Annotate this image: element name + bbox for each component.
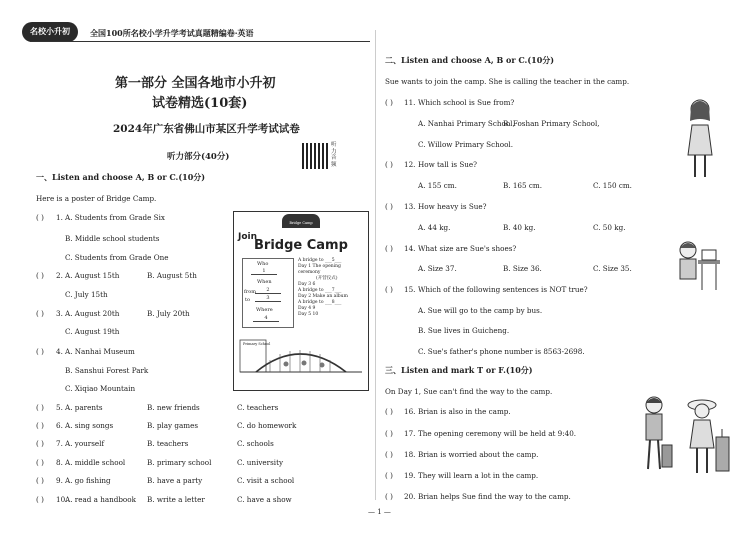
- section-2-heading: 二、Listen and choose A, B or C.(10分): [385, 55, 555, 65]
- question-number: 7.: [56, 439, 63, 448]
- question-number: 17.: [404, 429, 416, 438]
- option-a: A. go fishing: [65, 476, 111, 485]
- answer-blank[interactable]: ( ): [385, 160, 393, 169]
- series-logo: 名校小升初: [22, 22, 78, 42]
- option-c: C. Xiqiao Mountain: [65, 384, 136, 393]
- answer-blank[interactable]: ( ): [385, 202, 393, 211]
- poster-schedule: A bridge to ___5___ Day 1 The opening ceremony (开营仪式) Day 3 6 A bridge to ___7___ Day 2 Make an album A bridge to ___8___ Day 4 9 Day 5 10: [298, 258, 348, 317]
- answer-blank[interactable]: ( ): [36, 271, 44, 280]
- option-b: B. 165 cm.: [503, 181, 542, 190]
- option-b: B. new friends: [147, 403, 200, 412]
- option-c: C. Students from Grade One: [65, 253, 169, 262]
- answer-blank[interactable]: ( ): [36, 458, 44, 467]
- option-a: A. August 20th: [65, 309, 120, 318]
- question-number: 8.: [56, 458, 63, 467]
- option-a: A. Nanhai Museum: [65, 347, 135, 356]
- answer-blank[interactable]: ( ): [385, 407, 393, 416]
- part-subtitle: 试卷精选(10套): [152, 96, 248, 111]
- poster-info-box: Who 1 When from 2 to 3 Where 4: [242, 258, 294, 328]
- section-1-intro: Here is a poster of Bridge Camp.: [36, 194, 157, 203]
- section-3-intro: On Day 1, Sue can't find the way to the camp.: [385, 387, 553, 396]
- question-text: Which school is Sue from?: [418, 98, 515, 107]
- answer-blank[interactable]: ( ): [36, 495, 44, 504]
- option-a: A. parents: [65, 403, 103, 412]
- listening-label: 听力部分(40分): [167, 152, 230, 162]
- qr-note: 听力音频: [331, 142, 337, 168]
- option-a: A. August 15th: [65, 271, 120, 280]
- question-number: 15.: [404, 285, 416, 294]
- question-number: 3.: [56, 309, 63, 318]
- question-number: 4.: [56, 347, 63, 356]
- bridge-illustration: [236, 330, 364, 386]
- answer-blank[interactable]: ( ): [36, 213, 44, 222]
- section-2-intro: Sue wants to join the camp. She is calling the teacher in the camp.: [385, 77, 630, 86]
- option-a: A. 44 kg.: [418, 223, 451, 232]
- option-c: C. Sue's father's phone number is 8563-2698.: [418, 347, 585, 356]
- question-number: 11.: [404, 98, 416, 107]
- question-number: 5.: [56, 403, 63, 412]
- column-divider: [375, 30, 376, 500]
- statement-text: They will learn a lot in the camp.: [418, 471, 539, 480]
- option-c: C. Willow Primary School.: [418, 140, 514, 149]
- answer-blank[interactable]: ( ): [36, 403, 44, 412]
- option-c: C. visit a school: [237, 476, 295, 485]
- book-title: 全国100所名校小学升学考试真题精编卷·英语: [90, 28, 254, 38]
- option-a: A. middle school: [65, 458, 126, 467]
- answer-blank[interactable]: ( ): [36, 347, 44, 356]
- question-number: 9.: [56, 476, 63, 485]
- poster-banner: Bridge Camp: [282, 214, 320, 228]
- answer-blank[interactable]: ( ): [36, 439, 44, 448]
- question-number: 16.: [404, 407, 416, 416]
- statement-text: Brian is worried about the camp.: [418, 450, 539, 459]
- statement-text: Brian helps Sue find the way to the camp.: [418, 492, 571, 501]
- bridge-camp-poster: [233, 211, 369, 391]
- option-a: A. yourself: [65, 439, 105, 448]
- question-number: 12.: [404, 160, 416, 169]
- header-bar: [30, 25, 370, 42]
- option-b: B. July 20th: [147, 309, 190, 318]
- option-c: C. Size 35.: [593, 264, 632, 273]
- option-b: B. Sanshui Forest Park: [65, 366, 149, 375]
- question-number: 13.: [404, 202, 416, 211]
- question-text: Which of the following sentences is NOT true?: [418, 285, 588, 294]
- option-b: B. primary school: [147, 458, 212, 467]
- section-3-heading: 三、Listen and mark T or F.(10分): [385, 365, 533, 375]
- girl-illustration: [680, 95, 720, 185]
- answer-blank[interactable]: ( ): [385, 492, 393, 501]
- poster-title: Bridge Camp: [254, 238, 348, 253]
- answer-blank[interactable]: ( ): [385, 471, 393, 480]
- option-c: C. university: [237, 458, 284, 467]
- option-b: B. play games: [147, 421, 199, 430]
- option-a: A. Size 37.: [418, 264, 457, 273]
- answer-blank[interactable]: ( ): [36, 421, 44, 430]
- option-c: C. do homework: [237, 421, 297, 430]
- option-a: A. Sue will go to the camp by bus.: [418, 306, 543, 315]
- statement-text: Brian is also in the camp.: [418, 407, 511, 416]
- student-at-desk-illustration: [670, 238, 725, 298]
- exam-title: 2024年广东省佛山市某区升学考试试卷: [113, 123, 300, 135]
- page-number: — 1 —: [368, 508, 391, 516]
- option-b: B. August 5th: [147, 271, 197, 280]
- section-1-heading: 一、Listen and choose A, B or C.(10分): [36, 172, 206, 182]
- option-b: B. write a letter: [147, 495, 205, 504]
- qr-code[interactable]: [302, 143, 328, 169]
- question-number: 19.: [404, 471, 416, 480]
- option-c: C. 50 kg.: [593, 223, 626, 232]
- option-b: B. Sue lives in Guicheng.: [418, 326, 510, 335]
- option-c: C. August 19th: [65, 327, 120, 336]
- option-c: C. have a show: [237, 495, 292, 504]
- option-c: C. July 15th: [65, 290, 108, 299]
- question-number: 6.: [56, 421, 63, 430]
- option-b: B. Foshan Primary School,: [503, 119, 600, 128]
- answer-blank[interactable]: ( ): [36, 309, 44, 318]
- option-b: B. have a party: [147, 476, 203, 485]
- answer-blank[interactable]: ( ): [385, 285, 393, 294]
- option-a: A. read a handbook: [65, 495, 136, 504]
- option-a: A. sing songs: [65, 421, 114, 430]
- option-b: B. 40 kg.: [503, 223, 536, 232]
- option-c: C. schools: [237, 439, 274, 448]
- question-number: 20.: [404, 492, 416, 501]
- poster-join: Join: [238, 232, 258, 242]
- travelers-illustration: [632, 393, 732, 481]
- option-b: B. teachers: [147, 439, 189, 448]
- statement-text: The opening ceremony will be held at 9:40.: [418, 429, 577, 438]
- question-text: How tall is Sue?: [418, 160, 478, 169]
- question-number: 10.: [56, 495, 68, 504]
- question-number: 14.: [404, 244, 416, 253]
- option-b: B. Middle school students: [65, 234, 160, 243]
- part-title: 第一部分 全国各地市小升初: [115, 76, 276, 91]
- question-number: 18.: [404, 450, 416, 459]
- answer-blank[interactable]: ( ): [385, 429, 393, 438]
- option-a: A. Nanhai Primary School,: [418, 119, 515, 128]
- answer-blank[interactable]: ( ): [36, 476, 44, 485]
- question-number: 2.: [56, 271, 63, 280]
- answer-blank[interactable]: ( ): [385, 244, 393, 253]
- question-text: What size are Sue's shoes?: [418, 244, 517, 253]
- poster-school-label: Primary School: [243, 342, 271, 346]
- option-c: C. teachers: [237, 403, 279, 412]
- option-c: C. 150 cm.: [593, 181, 632, 190]
- option-a: A. Students from Grade Six: [65, 213, 165, 222]
- answer-blank[interactable]: ( ): [385, 450, 393, 459]
- option-a: A. 155 cm.: [418, 181, 457, 190]
- question-text: How heavy is Sue?: [418, 202, 487, 211]
- question-number: 1.: [56, 213, 63, 222]
- option-b: B. Size 36.: [503, 264, 542, 273]
- answer-blank[interactable]: ( ): [385, 98, 393, 107]
